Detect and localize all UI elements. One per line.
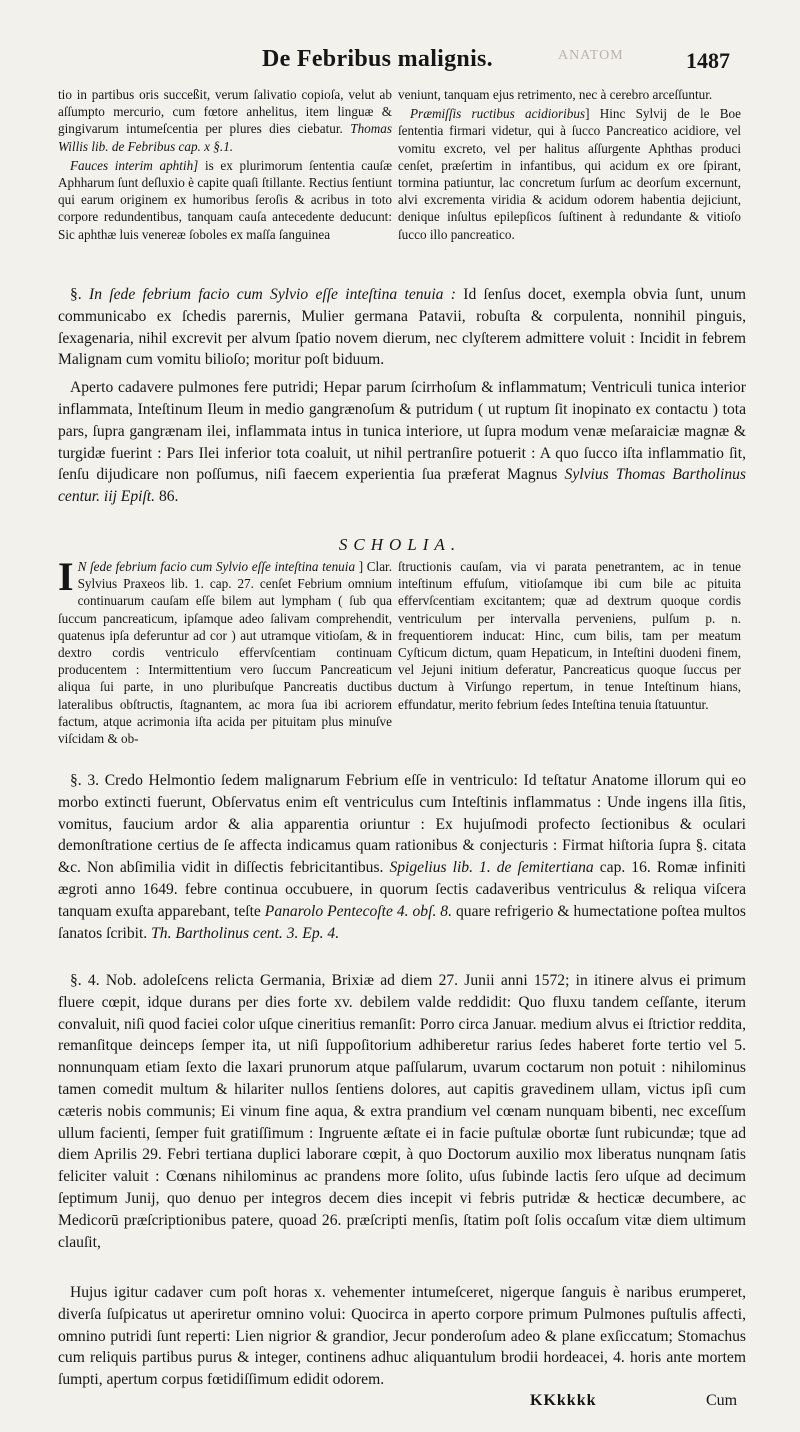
reference: Spigelius lib. 1. de ſemitertiana bbox=[389, 859, 594, 877]
paragraph bbox=[58, 554, 393, 747]
paragraph: veniunt, tanquam ejus retrimento, nec à cerebro arceſſuntur. bbox=[398, 87, 713, 102]
paragraph-text: is ex plurimorum ſententia cauſæ Aphharum ſunt deſluxio è capite quaſi ſtillante. Rectius ſentiunt qui earum originem ex humoribus ſeroſis & acribus in toto corpore redundentibus, tanquam cauſa antecedente deducunt: Sic aphthæ luis venereæ ſoboles ex maſſa ſanguinea bbox=[58, 157, 392, 242]
reference-number: 86. bbox=[158, 488, 179, 506]
paragraph-text: ] Hinc Sylvij de le Boe ſententia firmari videtur, qui à ſucco Pancreatico acidiore, vel vomitu excreto, vel per halitus aſſurgente Aphthas produci cenſet, præſertim in infantibus, qui acidum ex ore ſpirant, tormina patiuntur, lac concretum ſurſum ac deorſum excernunt, alvi excrementa viridia & acidum odorem habentia dejiciunt, denique inſultus epilepſicos ſuſtinent à redundante & vitioſo ſucco illo pancreatico. bbox=[398, 106, 741, 242]
running-header bbox=[0, 46, 800, 86]
lemma: N ſede febrium facio cum Sylvio eſſe inteſtina tenuia bbox=[77, 559, 356, 574]
signature-mark: KKkkkk bbox=[530, 1392, 597, 1409]
paragraph-text: cap. 16. Romæ infiniti ægroti anno 1649. febre continua occubuere, in quorum ſectis cadaveribus ventriculus & reliqua viſcera tanquam exuſta apparebant, teſte bbox=[58, 859, 747, 920]
paragraph bbox=[58, 377, 746, 508]
reference: Thomas Willis lib. de Febribus cap. x §.1. bbox=[58, 121, 393, 154]
scholia-left-column bbox=[58, 554, 393, 749]
section-5 bbox=[58, 1282, 746, 1391]
scholia-heading: SCHOLIA. bbox=[338, 535, 462, 554]
paragraph: ſtructionis cauſam, via vi parata penetrantem, ac in tenue inteſtinum effuſum, vitioſamque ibi cum bile ac pituita effervſcentiam excitantem; quæ ad dextrum quoque cordis ventriculum per intervalla perveniens, pulſum p. n. frequentiorem inducat: Hinc, cum bilis, tam per meatum Cyſticum dictum, quam Hepaticum, in Inteſtini duodeni finem, vel Jejuni initium deferatur, Pancreaticus quoque ſuccus per ductum à Virſungo repertum, in tenue Inteſtinum hians, effundatur, merito febrium ſedes Inteſtina tenuia ſtatuuntur. bbox=[398, 559, 741, 712]
paragraph-text: ] Clar. Sylvius Praxeos lib. 1. cap. 27. cenſet Febrium omnium continuarum cauſam eſſe bilem aut lympham ( ſub qua ſuccum pancreaticum, ipſamque adeo ſalivam comprehendit, quatenus ipſa deferuntur ad cor ) aut utramque vitioſam, & in dextro cordis ventriculo effervſcentiam continuam producentem : Intermittentium vero ſuccum Pancreaticum aliqua ſui parte, in uno pluribuſque Pancreatis ductibus lateralibus obſtructis, ſtagnantem, ac mora ſua ibi acriorem factum, atque acrimonia iſta acida per pituitam plus minuſve viſcidam & ob- bbox=[58, 559, 393, 747]
paragraph bbox=[398, 105, 741, 243]
drop-cap: I bbox=[58, 554, 74, 599]
reference: Panarolo Pentecoſte 4. obſ. 8. bbox=[264, 902, 452, 920]
paragraph bbox=[58, 86, 392, 155]
paragraph bbox=[58, 284, 746, 371]
top-right-column bbox=[398, 86, 741, 245]
paragraph: §. 4. Nob. adoleſcens relicta Germania, Brixiæ ad diem 27. Junii anni 1572; in itinere alvus ei primum fluere cœpit, idque durans per dies forte xv. debilem valde reddidit: Quo fluxu tandem ceſſante, iterum convaluit, niſi quod faciei color uſque cineritius remanſit: Porro circa Januar. medium alvus ei ſtrictior reddita, remanſitque deinceps ſemper ita, ut niſi ſuppoſitorium adhiberetur rarius ſedes haberet forte tertio vel 5. nonnunquam etiam ſexto die laxari prunorum atque paſſularum, uvarum coctarum non potuit : nihilominus tamen comedit multum & hilariter nullos ſentiens dolores, aut capitis gravedinem ullam, victus ipſi cum cæteris nobis communis; Ei vinum fine aqua, & extra prandium vel cœnam nunquam bibenti, nec exceſſum ullum facienti, ſemper fuit gratiſſimum : Ingruente æſtate ei in facie puſtulæ obortæ ſunt rubicundæ; tque ad diem Aprilis 29. Febri tertiana duplici laborare cœpit, à quo Doctorum auxilio mox liberatus nunqnam ſatis feliciter valuit : Cœnans nihilominus ac prandens more ſolito, uſus ſubinde lactis ſero uſque ad decimum ſeptimum Junij, quo denuo per integros decem dies incepit vi febris putridæ & hecticæ decumbere, ac Medicorū præſcriptionibus patere, quoad 26. præſcripti menſis, ſtatim poſt ſolis occaſum vitæ diem ultimum clauſit, bbox=[58, 972, 746, 1251]
show-through-text: ANATOM bbox=[558, 48, 624, 63]
paragraph-text: quare refrigerio & humectatione poſtea multos ſanatos ſcribit. bbox=[58, 902, 746, 942]
paragraph-text: Id ſenſus docet, exempla obvia ſunt, unum communicabo ex ſchedis parernis, Mulier germana Patavii, robuſta & corpulenta, nonnihil pinguis, ſexagenaria, nihil excrevit per alvum ſpatio novem dierum, nec clyſterem admittere voluit : Incidit in febrem Malignam cum vomitu bilioſo; moritur poſt biduum. bbox=[58, 286, 747, 369]
paragraph bbox=[58, 770, 746, 944]
section-mark: §. bbox=[70, 286, 82, 303]
reference: Sylvius Thomas Bartholinus centur. iij Epiſt. bbox=[58, 466, 746, 506]
paragraph: Hujus igitur cadaver cum poſt horas x. vehementer intumeſceret, nigerque ſanguis è naribus erumperet, diverſa ſuſpicatus ut aperiretur omnino volui: Quocirca in aperto corpore primum Pulmones puſtulis affecti, omnino putridi ſunt reperti: Lien nigrior & grandior, Jecur ponderoſum adeo & plane exſiccatum; Stomachus cum reliquis partibus purus & integer, continens adhuc aliquantulum brodii hordeacei, 4. horis ante mortem ſumpti, apertum corpus fœtidiſſimum edidit odorem. bbox=[58, 1284, 746, 1389]
scholia-right-column bbox=[398, 558, 741, 715]
lemma: Præmiſſis ructibus acidioribus bbox=[410, 106, 586, 122]
paragraph-text: §. 3. Credo Helmontio ſedem malignarum Febrium eſſe in ventriculo: Id teſtatur Anatome illorum qui eo morbo extincti fuerunt, Obſervatus enim eſt ventriculus cum Inteſtinis inflammatus : Unde ingens illa ſitis, vomitus, faucium ardor & alia apparentia oriuntur : Ex hujuſmodi profecto ſectionibus & oculari demonſtratione certius de ſe affecta indicamus quam rationibus & conjecturis : Firmat hiſtoria ſupra §. citata &c. Non abſimilia vidit in diſſectis febricitantibus. bbox=[58, 772, 746, 877]
section-4 bbox=[58, 970, 746, 1253]
lemma: Fauces interim aphtih] bbox=[70, 157, 199, 173]
top-left-column bbox=[58, 86, 392, 245]
page-footer bbox=[0, 1392, 800, 1422]
paragraph-text: Aperto cadavere pulmones fere putridi; Hepar parum ſcirrhoſum & inflammatum; Ventriculi tunica interior inflammata, Inteſtinum Ileum in medio gangrænoſum & putridum ( ut ruptum ſit inopinato ex contactu ) tota pars, ſupra gangrænam ilei, inflammata intus in tunica interiore, ut ſupra modum venæ meſaraiciæ magnæ & turgidæ fuerint : Pars Ilei inferior tota coaluit, ut nihil pertranſire potuerit : A quo ſucco iſta inflammatio ſit, ſenſu dijudicare non poſſumus, niſi faecem experientia ſua præferat Magnus bbox=[58, 379, 746, 484]
lemma: In ſede febrium facio cum Sylvio eſſe inteſtina tenuia : bbox=[89, 286, 456, 303]
running-title: De Febribus malignis. bbox=[262, 46, 493, 72]
page-number: 1487 bbox=[686, 48, 730, 73]
catchword: Cum bbox=[706, 1392, 738, 1409]
section-1 bbox=[58, 284, 746, 508]
paragraph-text: tio in partibus oris succeßit, verum ſalivatio copioſa, velut ab aſſumpto mercurio, cum fœtore anhelitus, item linguæ & gingivarum intumeſcentia per plures dies ciebatur. bbox=[58, 87, 392, 137]
paragraph bbox=[58, 157, 392, 243]
section-3 bbox=[58, 770, 746, 944]
reference: Th. Bartholinus cent. 3. Ep. 4. bbox=[151, 924, 340, 942]
